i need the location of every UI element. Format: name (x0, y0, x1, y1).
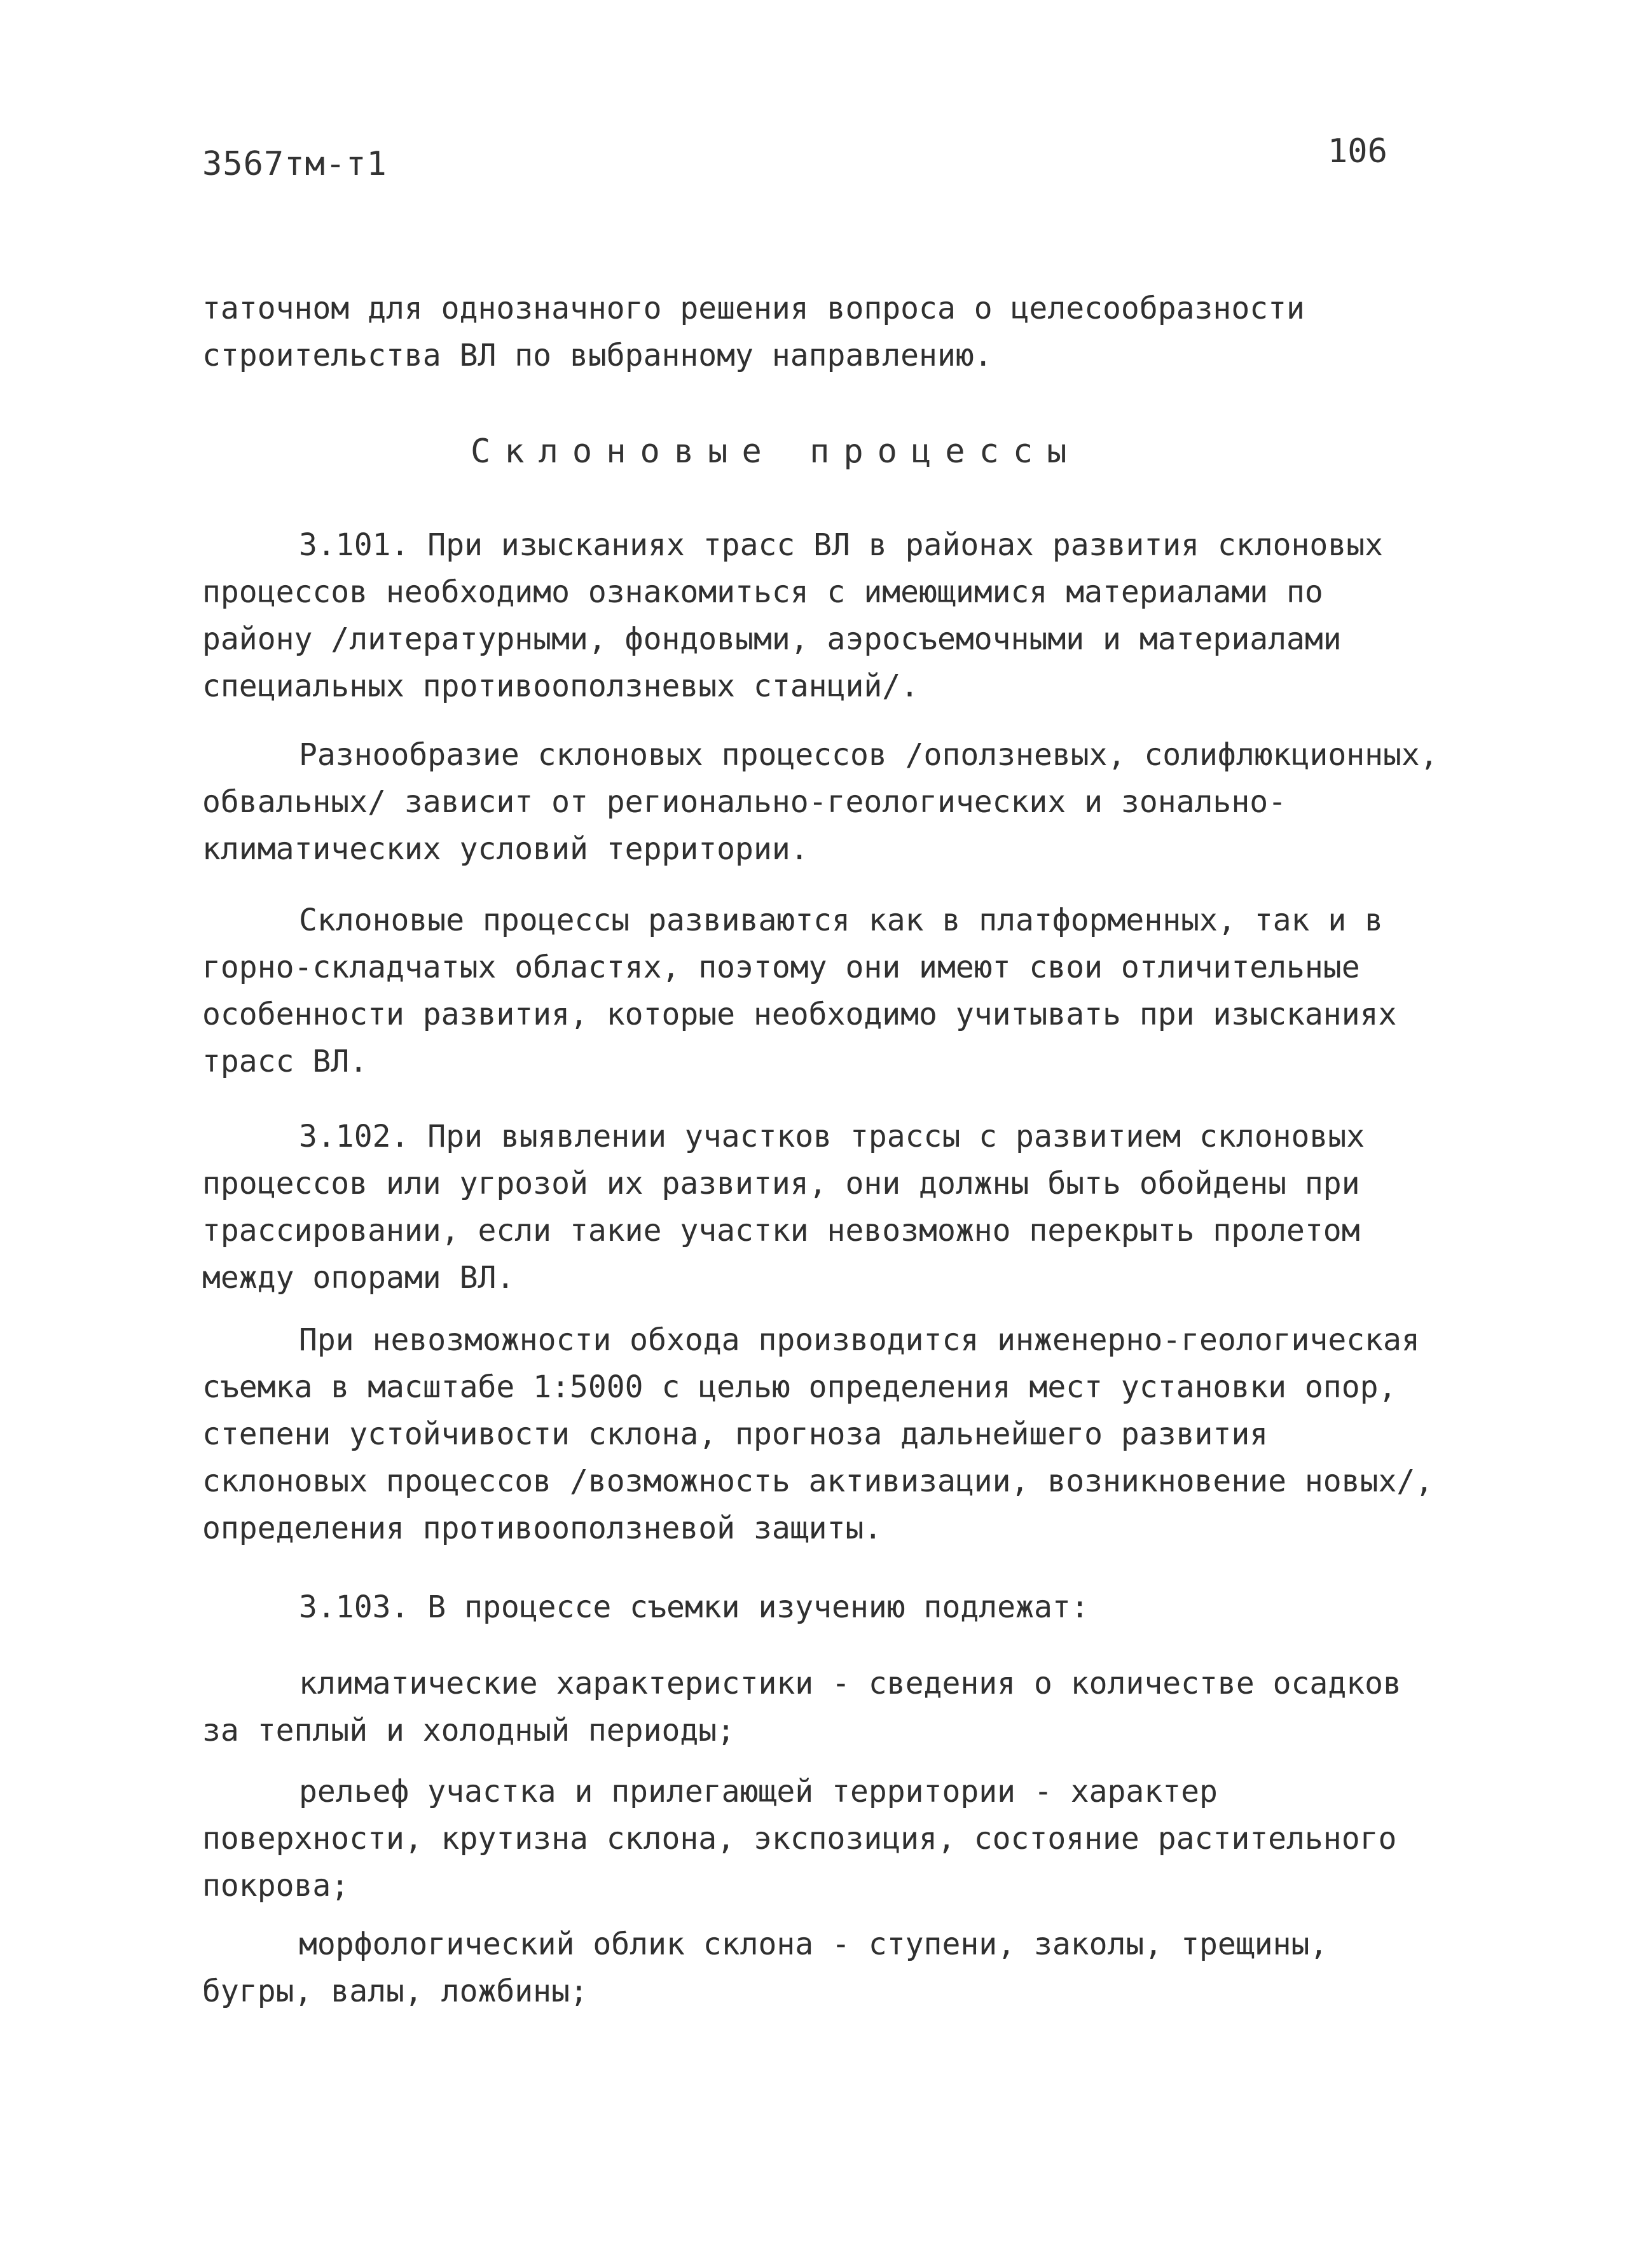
list-item-morphology: морфологический облик склона - ступени, заколы, трещины, бугры, валы, ложбины; (202, 1926, 1328, 2009)
paragraph-survey: При невозможности обхода производится инженерно-геологическая съемка в масштабе 1:5000 с целью определения мест установки опор, степени устойчивости склона, прогноза дальнейшего развития склоновых процессов /возможность активизации, возникновение новых/, определения противооползневой защиты. (202, 1322, 1434, 1546)
paragraph-3-102: 3.102. При выявлении участков трассы с развитием склоновых процессов или угрозой их развития, они должны быть обойдены при трассировании, если такие участки невозможно перекрыть пролетом между опорами ВЛ. (202, 1119, 1365, 1296)
list-item-climate: климатические характеристики - сведения о количестве осадков за теплый и холодный периоды; (202, 1666, 1401, 1748)
page-number: 106 (1328, 132, 1387, 170)
intro-paragraph: таточном для однозначного решения вопроса о целесообразности строительства ВЛ по выбранному направлению. (202, 291, 1305, 373)
paragraph-development: Склоновые процессы развиваются как в платформенных, так и в горно-складчатых областях, поэтому они имеют свои отличительные особенности развития, которые необходимо учитывать при изысканиях трасс ВЛ. (202, 902, 1397, 1079)
document-code: 3567тм-т1 (202, 145, 387, 183)
paragraph-3-101: 3.101. При изысканиях трасс ВЛ в районах развития склоновых процессов необходимо ознакомиться с имеющимися материалами по району /литературными, фондовыми, аэросъемочными и материалами специальных противооползневых станций/. (202, 527, 1384, 704)
section-title: Склоновые процессы (471, 432, 1081, 471)
list-item-relief: рельеф участка и прилегающей территории - характер поверхности, крутизна склона, экспозиция, состояние растительного покрова; (202, 1774, 1397, 1904)
paragraph-diversity: Разнообразие склоновых процессов /оползневых, солифлюкционных, обвальных/ зависит от регионально-геологических и зонально-климатических условий территории. (202, 737, 1438, 867)
paragraph-3-103: 3.103. В процессе съемки изучению подлежат: (299, 1589, 1089, 1625)
